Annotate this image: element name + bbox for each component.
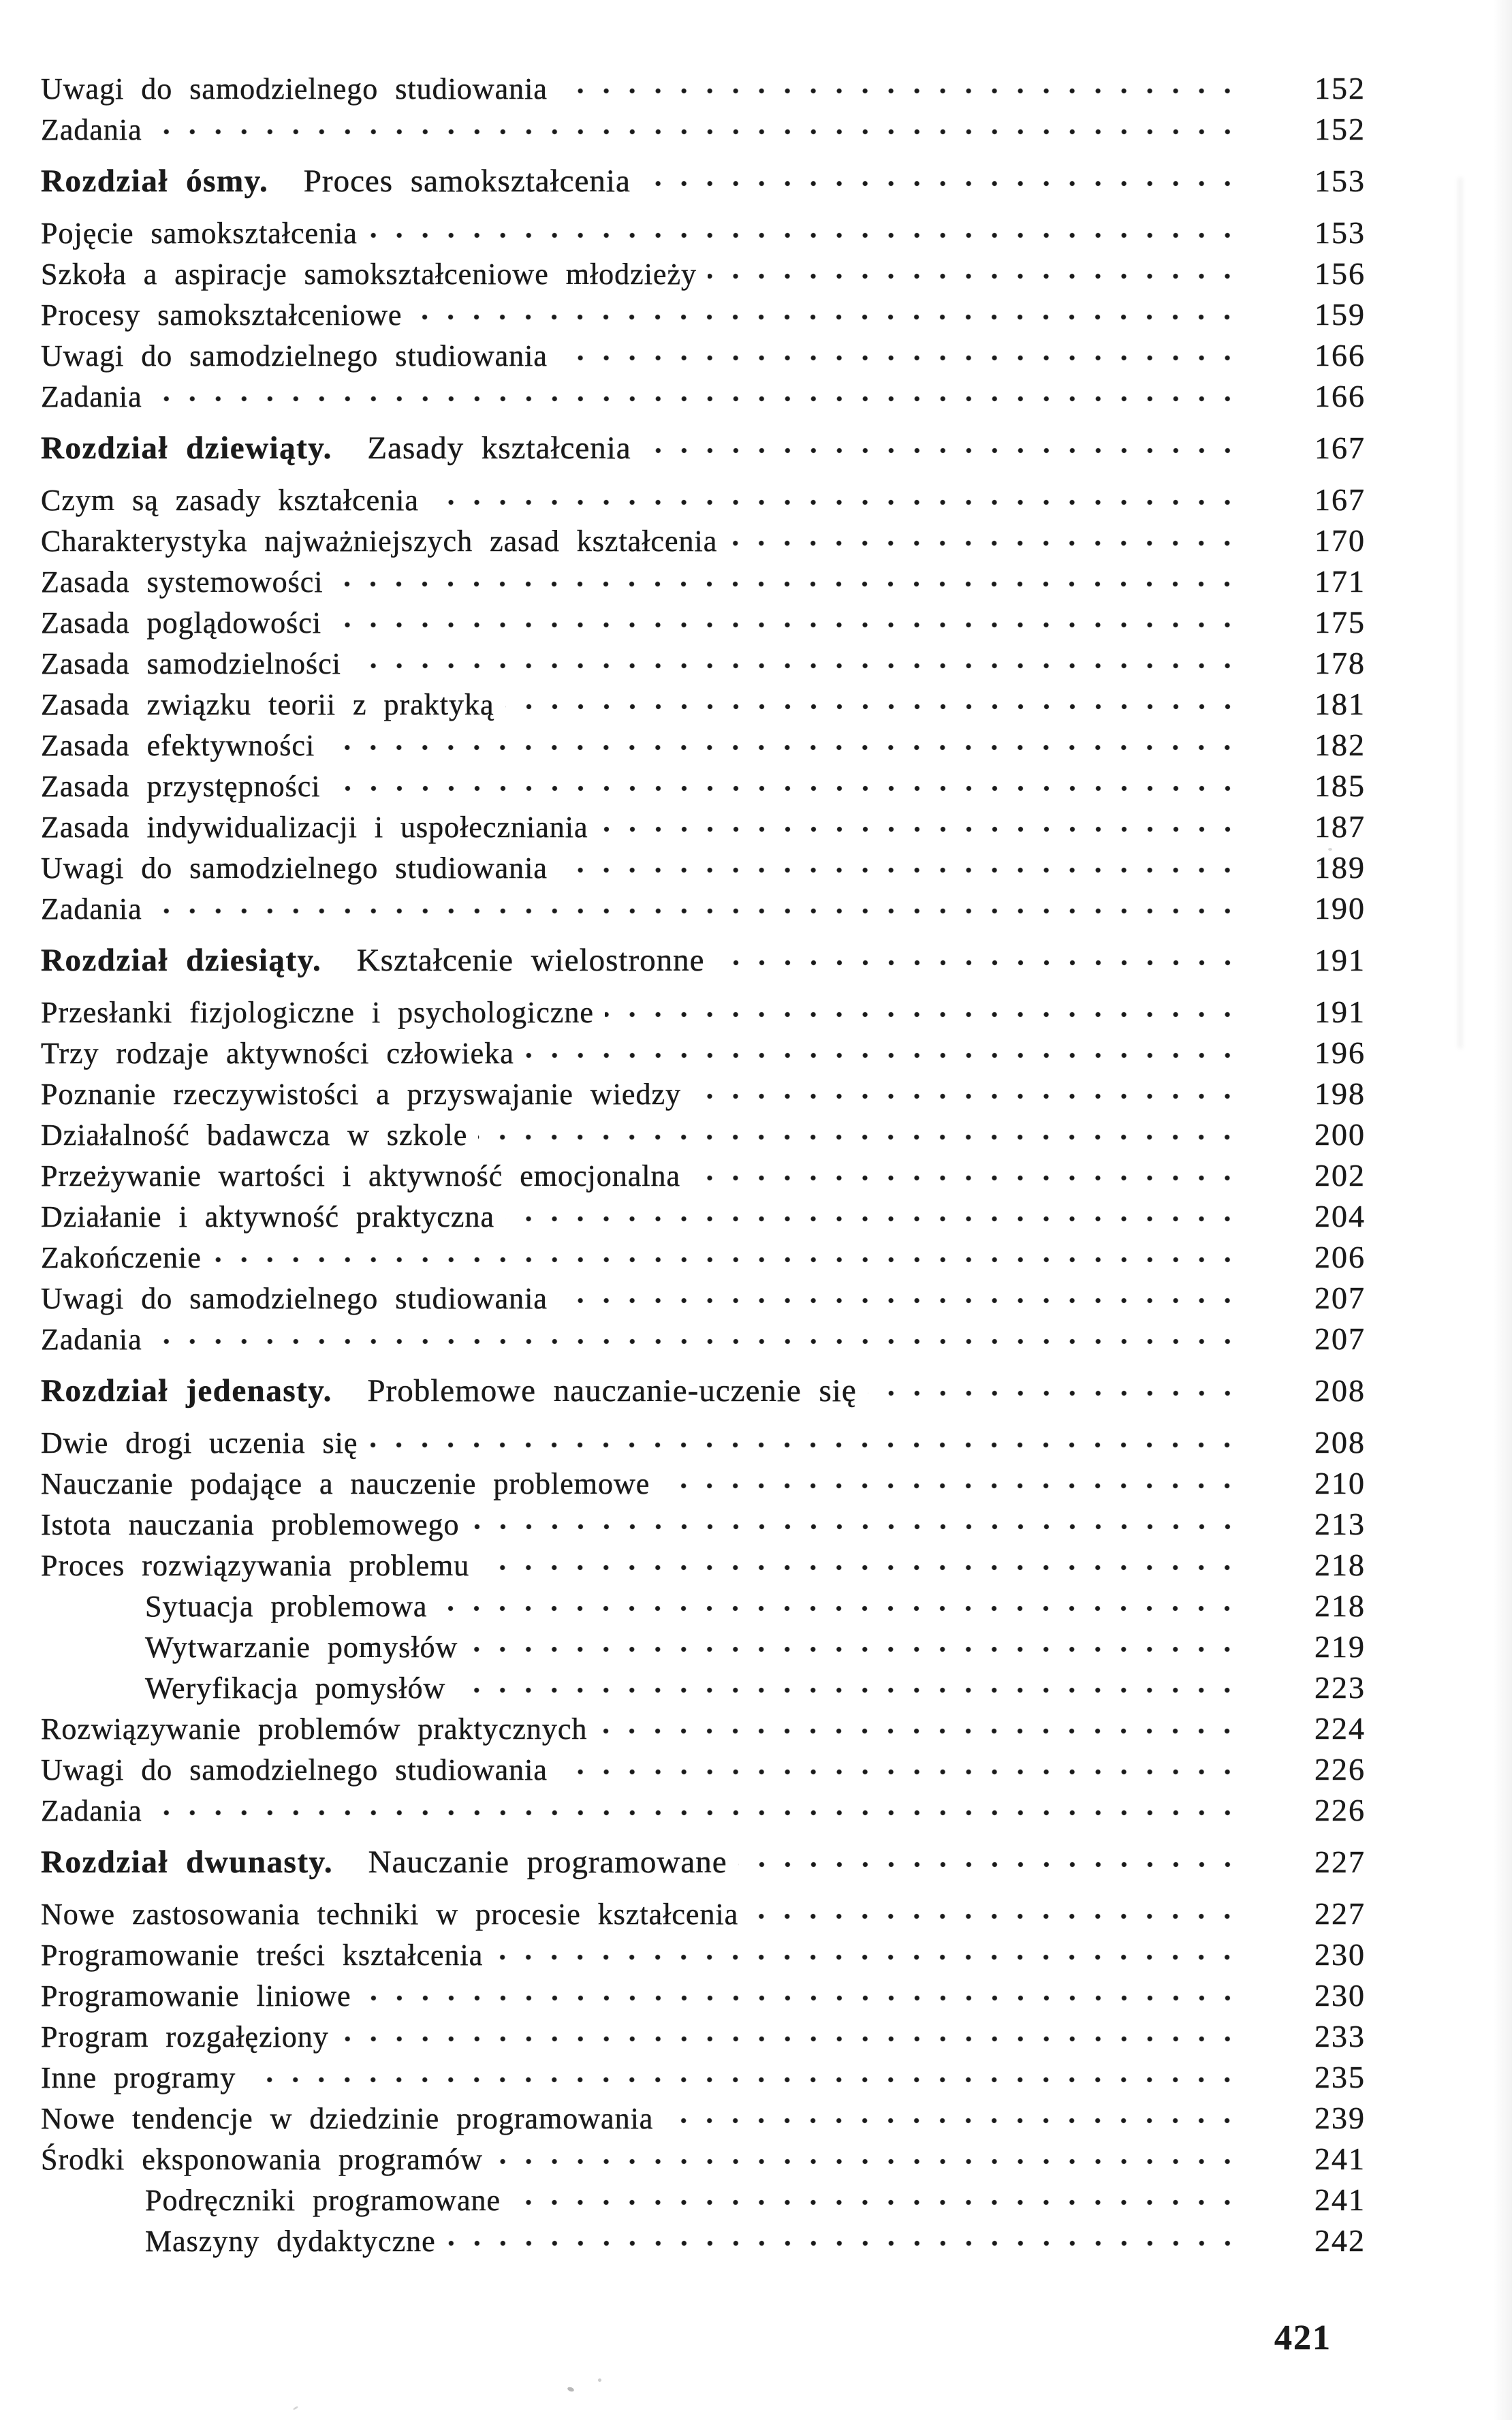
chapter-label: Rozdział dwunasty. <box>41 1844 334 1880</box>
toc-page-number: 181 <box>1314 687 1366 721</box>
toc-entry-text: Charakterystyka najważniejszych zasad kształcenia <box>41 524 718 558</box>
toc-page-number: 200 <box>1314 1117 1366 1152</box>
toc-page-number: 233 <box>1314 2019 1366 2054</box>
toc-row <box>41 1708 1366 1749</box>
toc-row <box>41 2057 1366 2098</box>
dot-leader <box>661 1483 1240 1489</box>
toc-page-number: 167 <box>1314 430 1366 465</box>
toc-entry-text: Uwagi do samodzielnego studiowania <box>41 72 548 106</box>
chapter-label: Rozdział dziesiąty. <box>41 943 322 978</box>
dot-leader <box>471 1524 1240 1530</box>
toc-entry-title <box>41 1976 351 2017</box>
dot-leader <box>642 180 1240 187</box>
toc-entry-text: Nowe zastosowania techniki w procesie kształcenia <box>41 1898 739 1931</box>
toc-row <box>41 213 1366 253</box>
dot-leader <box>368 232 1240 238</box>
toc-entry-text: Poznanie rzeczywistości a przyswajanie wiedzy <box>41 1078 681 1111</box>
toc-page-number: 207 <box>1314 1321 1366 1356</box>
toc-entry-title <box>41 377 142 418</box>
toc-row <box>41 602 1366 643</box>
toc-entry-title <box>41 992 594 1033</box>
toc-page-number: 166 <box>1314 379 1366 413</box>
toc-entry-title <box>41 1842 727 1883</box>
toc-entry-title <box>41 848 548 889</box>
toc-entry-title <box>41 1033 514 1074</box>
toc-row <box>41 806 1366 847</box>
toc-entry-title <box>41 480 419 521</box>
dot-leader <box>738 1861 1240 1868</box>
toc-entry-title <box>41 2139 483 2180</box>
toc-row <box>41 1749 1366 1790</box>
toc-page-number: 178 <box>1314 646 1366 680</box>
dot-leader <box>212 1257 1240 1263</box>
dot-leader <box>691 1175 1240 1181</box>
scan-speck <box>598 2378 601 2382</box>
toc-row <box>41 766 1366 806</box>
toc-entry-title <box>41 1545 469 1586</box>
toc-entry-text: Rozwiązywanie problemów praktycznych <box>41 1712 588 1746</box>
dot-leader <box>153 1810 1240 1816</box>
scan-edge-shading <box>1493 0 1512 2420</box>
toc-entry-text: Przeżywanie wartości i aktywność emocjonalna <box>41 1159 681 1193</box>
toc-entry-title <box>41 161 631 202</box>
toc-page-number: 191 <box>1314 994 1366 1029</box>
toc-page-number: 207 <box>1314 1280 1366 1315</box>
toc-page-number: 166 <box>1314 338 1366 373</box>
chapter-label: Rozdział jedenasty. <box>41 1373 332 1409</box>
toc-page-number: 182 <box>1314 727 1366 762</box>
toc-entry-text: Wytwarzanie pomysłów <box>145 1631 458 1664</box>
toc-page-number: 208 <box>1314 1373 1366 1408</box>
toc-page-number: 218 <box>1314 1588 1366 1623</box>
toc-entry-title <box>41 110 142 151</box>
toc-entry-text: Nauczanie programowane <box>333 1844 727 1880</box>
toc-entry-text: Zasady kształcenia <box>332 430 631 466</box>
dot-leader <box>505 1216 1240 1222</box>
chapter-label: Rozdział ósmy. <box>41 163 269 199</box>
toc-row <box>41 1114 1366 1155</box>
toc-row <box>41 1545 1366 1586</box>
toc-page-number: 226 <box>1314 1752 1366 1787</box>
dot-leader <box>334 581 1240 587</box>
toc-row <box>41 68 1366 109</box>
toc-entry-title <box>41 1464 650 1505</box>
toc-entry-text: Zasada przystępności <box>41 770 321 803</box>
toc-page-number: 152 <box>1314 112 1366 146</box>
toc-entry-title <box>41 1935 483 1976</box>
dot-leader <box>511 2199 1240 2205</box>
toc-page-number: 196 <box>1314 1035 1366 1070</box>
toc-entry-text: Trzy rodzaje aktywności człowieka <box>41 1037 514 1070</box>
dot-leader <box>598 1728 1240 1734</box>
toc-entry-title <box>41 603 321 644</box>
toc-entry-title <box>41 336 548 377</box>
toc-row <box>41 294 1366 335</box>
toc-page-number: 167 <box>1314 482 1366 517</box>
dot-leader <box>558 867 1240 873</box>
toc-entry-text: Zadania <box>41 1323 142 1356</box>
dot-leader <box>749 1913 1240 1919</box>
toc-entry-text: Program rozgałęziony <box>41 2020 329 2054</box>
dot-leader <box>352 663 1240 669</box>
toc-entry-title <box>41 1627 458 1668</box>
toc-entry-text: Nowe tendencje w dziedzinie programowania <box>41 2102 654 2135</box>
toc-entry-title <box>41 2017 329 2058</box>
toc-entry-title <box>41 1156 680 1197</box>
dot-leader <box>153 129 1240 135</box>
toc-entry-title <box>41 1709 587 1750</box>
toc-row <box>41 940 1366 981</box>
toc-page-number: 208 <box>1314 1425 1366 1460</box>
dot-leader <box>642 447 1240 454</box>
toc-entry-title <box>41 1319 142 1360</box>
toc-row <box>41 1463 1366 1504</box>
toc-row <box>41 1319 1366 1360</box>
scan-speck <box>1328 848 1332 851</box>
toc-page-number: 223 <box>1314 1670 1366 1705</box>
dot-leader <box>413 314 1240 320</box>
toc-entry-title <box>41 1791 142 1832</box>
toc-entry-text: Szkoła a aspiracje samokształceniowe młodzieży <box>41 257 697 291</box>
toc-row <box>41 684 1366 725</box>
toc-entry-text: Uwagi do samodzielnego studiowania <box>41 851 548 885</box>
toc-entry-text: Proces samokształcenia <box>268 163 631 199</box>
chapter-label: Rozdział dziewiąty. <box>41 430 332 466</box>
toc-entry-title <box>41 1370 857 1411</box>
dot-leader <box>247 2077 1240 2083</box>
dot-leader <box>368 1442 1240 1448</box>
footer-page-number: 421 <box>1274 2319 1332 2357</box>
toc-entry-text: Kształcenie wielostronne <box>321 943 705 978</box>
toc-row <box>41 1842 1366 1883</box>
toc-entry-title <box>41 69 548 110</box>
toc-row <box>41 1370 1366 1411</box>
toc-entry-title <box>41 766 321 807</box>
toc-row <box>41 480 1366 520</box>
dot-leader <box>480 1565 1240 1571</box>
toc-entry-text: Programowanie treści kształcenia <box>41 1938 484 1972</box>
toc-page-number: 241 <box>1314 2182 1366 2217</box>
toc-entry-title <box>41 1074 681 1115</box>
toc-page-number: 230 <box>1314 1937 1366 1972</box>
toc-row <box>41 561 1366 602</box>
dot-leader <box>153 908 1240 914</box>
dot-leader <box>447 2240 1240 2246</box>
toc-entry-title <box>41 1505 460 1545</box>
toc-entry-title <box>41 889 142 930</box>
toc-row <box>41 1237 1366 1278</box>
dot-leader <box>438 1605 1240 1612</box>
toc-entry-text: Zasada poglądowości <box>41 606 321 640</box>
toc-entry-text: Zasada efektywności <box>41 729 315 762</box>
toc-entry-text: Zadania <box>41 1794 142 1827</box>
toc-page-number: 204 <box>1314 1199 1366 1233</box>
toc-entry-text: Zadania <box>41 380 142 413</box>
toc-row <box>41 428 1366 469</box>
toc-entry-text: Procesy samokształceniowe <box>41 298 403 332</box>
toc-entry-title <box>41 725 315 766</box>
toc-row <box>41 1278 1366 1319</box>
scan-speck <box>293 2406 298 2410</box>
toc-entry-text: Maszyny dydaktyczne <box>145 2225 436 2258</box>
dot-leader <box>558 88 1240 94</box>
toc-entry-text: Pojęcie samokształcenia <box>41 217 358 250</box>
toc-row <box>41 253 1366 294</box>
dot-leader <box>525 1052 1240 1058</box>
dot-leader <box>340 2036 1240 2042</box>
toc-page-number: 185 <box>1314 768 1366 803</box>
toc-page-number: 224 <box>1314 1711 1366 1746</box>
toc-row <box>41 847 1366 888</box>
toc-entry-title <box>41 940 705 981</box>
toc-entry-text: Czym są zasady kształcenia <box>41 484 419 517</box>
toc-entry-text: Zakończenie <box>41 1241 202 1274</box>
toc-row <box>41 376 1366 417</box>
toc-row <box>41 2139 1366 2180</box>
toc-row <box>41 1893 1366 1934</box>
toc-page-number: 219 <box>1314 1629 1366 1664</box>
toc-page-number: 206 <box>1314 1240 1366 1274</box>
toc-page-number: 202 <box>1314 1158 1366 1193</box>
toc-entry-title <box>41 1238 202 1278</box>
dot-leader <box>868 1390 1240 1396</box>
toc-entry-text: Weryfikacja pomysłów <box>145 1671 446 1705</box>
table-of-contents <box>41 68 1366 2261</box>
toc-row <box>41 2180 1366 2220</box>
toc-entry-text: Środki eksponowania programów <box>41 2143 483 2176</box>
toc-row <box>41 725 1366 766</box>
toc-entry-text: Uwagi do samodzielnego studiowania <box>41 1282 548 1315</box>
toc-entry-title <box>41 1894 738 1935</box>
toc-entry-title <box>41 644 341 685</box>
dot-leader <box>326 744 1240 751</box>
dot-leader <box>153 396 1240 402</box>
toc-entry-title <box>41 2058 236 2099</box>
toc-entry-title <box>41 807 588 848</box>
toc-row <box>41 1975 1366 2016</box>
toc-entry-text: Zadania <box>41 113 142 146</box>
dot-leader <box>469 1646 1240 1652</box>
toc-entry-text: Zasada systemowości <box>41 565 324 599</box>
toc-entry-text: Proces rozwiązywania problemu <box>41 1549 470 1582</box>
toc-row <box>41 1155 1366 1196</box>
toc-page-number: 213 <box>1314 1507 1366 1541</box>
dot-leader <box>494 1954 1240 1960</box>
toc-row <box>41 888 1366 929</box>
toc-page-number: 171 <box>1314 564 1366 599</box>
toc-row <box>41 1934 1366 1975</box>
toc-entry-title <box>41 295 402 336</box>
dot-leader <box>362 1995 1240 2001</box>
toc-page-number: 227 <box>1314 1844 1366 1879</box>
toc-entry-title <box>41 2221 436 2262</box>
dot-leader <box>153 1338 1240 1345</box>
dot-leader <box>494 2158 1240 2165</box>
toc-row <box>41 992 1366 1033</box>
dot-leader <box>332 622 1240 628</box>
dot-leader <box>558 1298 1240 1304</box>
toc-entry-title <box>41 254 697 295</box>
toc-page-number: 191 <box>1314 943 1366 977</box>
toc-page-number: 242 <box>1314 2223 1366 2258</box>
toc-entry-text: Uwagi do samodzielnego studiowania <box>41 1753 548 1787</box>
toc-entry-text: Działanie i aktywność praktyczna <box>41 1200 494 1233</box>
toc-row <box>41 1667 1366 1708</box>
toc-entry-title <box>41 2180 501 2221</box>
toc-row <box>41 2016 1366 2057</box>
dot-leader <box>716 960 1241 966</box>
toc-row <box>41 1422 1366 1463</box>
toc-entry-title <box>41 1197 494 1238</box>
toc-page-number: 239 <box>1314 2101 1366 2135</box>
toc-entry-text: Przesłanki fizjologiczne i psychologiczne <box>41 996 594 1029</box>
toc-row <box>41 520 1366 561</box>
toc-page-number: 198 <box>1314 1076 1366 1111</box>
toc-page-number: 226 <box>1314 1793 1366 1827</box>
dot-leader <box>692 1093 1240 1099</box>
dot-leader <box>664 2118 1240 2124</box>
toc-entry-text: Zasada związku teorii z praktyką <box>41 688 494 721</box>
scan-artifact-streak <box>1458 177 1463 1049</box>
toc-page-number: 187 <box>1314 809 1366 844</box>
toc-page-number: 152 <box>1314 71 1366 106</box>
toc-row <box>41 1033 1366 1073</box>
toc-entry-title <box>41 213 358 254</box>
toc-row <box>41 335 1366 376</box>
toc-page-number: 241 <box>1314 2141 1366 2176</box>
toc-page-number: 153 <box>1314 163 1366 198</box>
toc-page-number: 153 <box>1314 215 1366 250</box>
dot-leader <box>605 1011 1240 1018</box>
toc-entry-text: Zadania <box>41 892 142 926</box>
toc-entry-text: Problemowe nauczanie-uczenie się <box>332 1373 857 1409</box>
toc-entry-title <box>41 1115 467 1156</box>
toc-row <box>41 109 1366 150</box>
scan-speck <box>567 2386 574 2392</box>
toc-page-number: 175 <box>1314 605 1366 640</box>
toc-page-number: 218 <box>1314 1547 1366 1582</box>
toc-entry-title <box>41 521 717 562</box>
toc-entry-title <box>41 1278 548 1319</box>
toc-page-number: 235 <box>1314 2060 1366 2094</box>
toc-entry-text: Działalność badawcza w szkole <box>41 1118 468 1152</box>
toc-entry-title <box>41 685 494 725</box>
toc-row <box>41 161 1366 202</box>
toc-page-number: 230 <box>1314 1978 1366 2013</box>
toc-entry-title <box>41 562 323 603</box>
toc-entry-text: Inne programy <box>41 2061 236 2094</box>
toc-page-number: 210 <box>1314 1466 1366 1500</box>
dot-leader <box>430 499 1240 505</box>
toc-page-number: 156 <box>1314 256 1366 291</box>
dot-leader <box>478 1134 1240 1140</box>
dot-leader <box>708 273 1240 279</box>
toc-row <box>41 643 1366 684</box>
toc-entry-title <box>41 1586 427 1627</box>
toc-page-number: 190 <box>1314 891 1366 926</box>
toc-page-number: 227 <box>1314 1896 1366 1931</box>
dot-leader <box>558 355 1240 361</box>
toc-entry-text: Nauczanie podające a nauczenie problemowe <box>41 1467 650 1500</box>
toc-row <box>41 1073 1366 1114</box>
toc-entry-text: Zasada indywidualizacji i uspołeczniania <box>41 811 588 844</box>
dot-leader <box>599 826 1241 832</box>
toc-row <box>41 2220 1366 2261</box>
toc-row <box>41 1504 1366 1545</box>
toc-entry-title <box>41 1668 445 1709</box>
toc-entry-text: Podręczniki programowane <box>145 2184 501 2217</box>
toc-row <box>41 1627 1366 1667</box>
toc-entry-text: Uwagi do samodzielnego studiowania <box>41 339 548 373</box>
toc-page-number: 189 <box>1314 850 1366 885</box>
toc-entry-title <box>41 428 631 469</box>
toc-entry-text: Sytuacja problemowa <box>145 1590 428 1623</box>
toc-row <box>41 2098 1366 2139</box>
toc-entry-text: Programowanie liniowe <box>41 1979 351 2013</box>
scan-speck <box>1319 862 1321 865</box>
dot-leader <box>558 1769 1240 1775</box>
toc-entry-title <box>41 1750 548 1791</box>
dot-leader <box>505 704 1241 710</box>
toc-page-number: 170 <box>1314 523 1366 558</box>
toc-row <box>41 1790 1366 1831</box>
dot-leader <box>456 1687 1240 1693</box>
toc-entry-text: Istota nauczania problemowego <box>41 1508 460 1541</box>
toc-entry-text: Dwie drogi uczenia się <box>41 1426 358 1460</box>
toc-entry-title <box>41 2099 653 2139</box>
toc-page-number: 159 <box>1314 297 1366 332</box>
toc-row <box>41 1196 1366 1237</box>
dot-leader <box>332 785 1240 791</box>
dot-leader <box>728 540 1240 546</box>
toc-entry-title <box>41 1423 358 1464</box>
toc-entry-text: Zasada samodzielności <box>41 647 341 680</box>
toc-row <box>41 1586 1366 1627</box>
